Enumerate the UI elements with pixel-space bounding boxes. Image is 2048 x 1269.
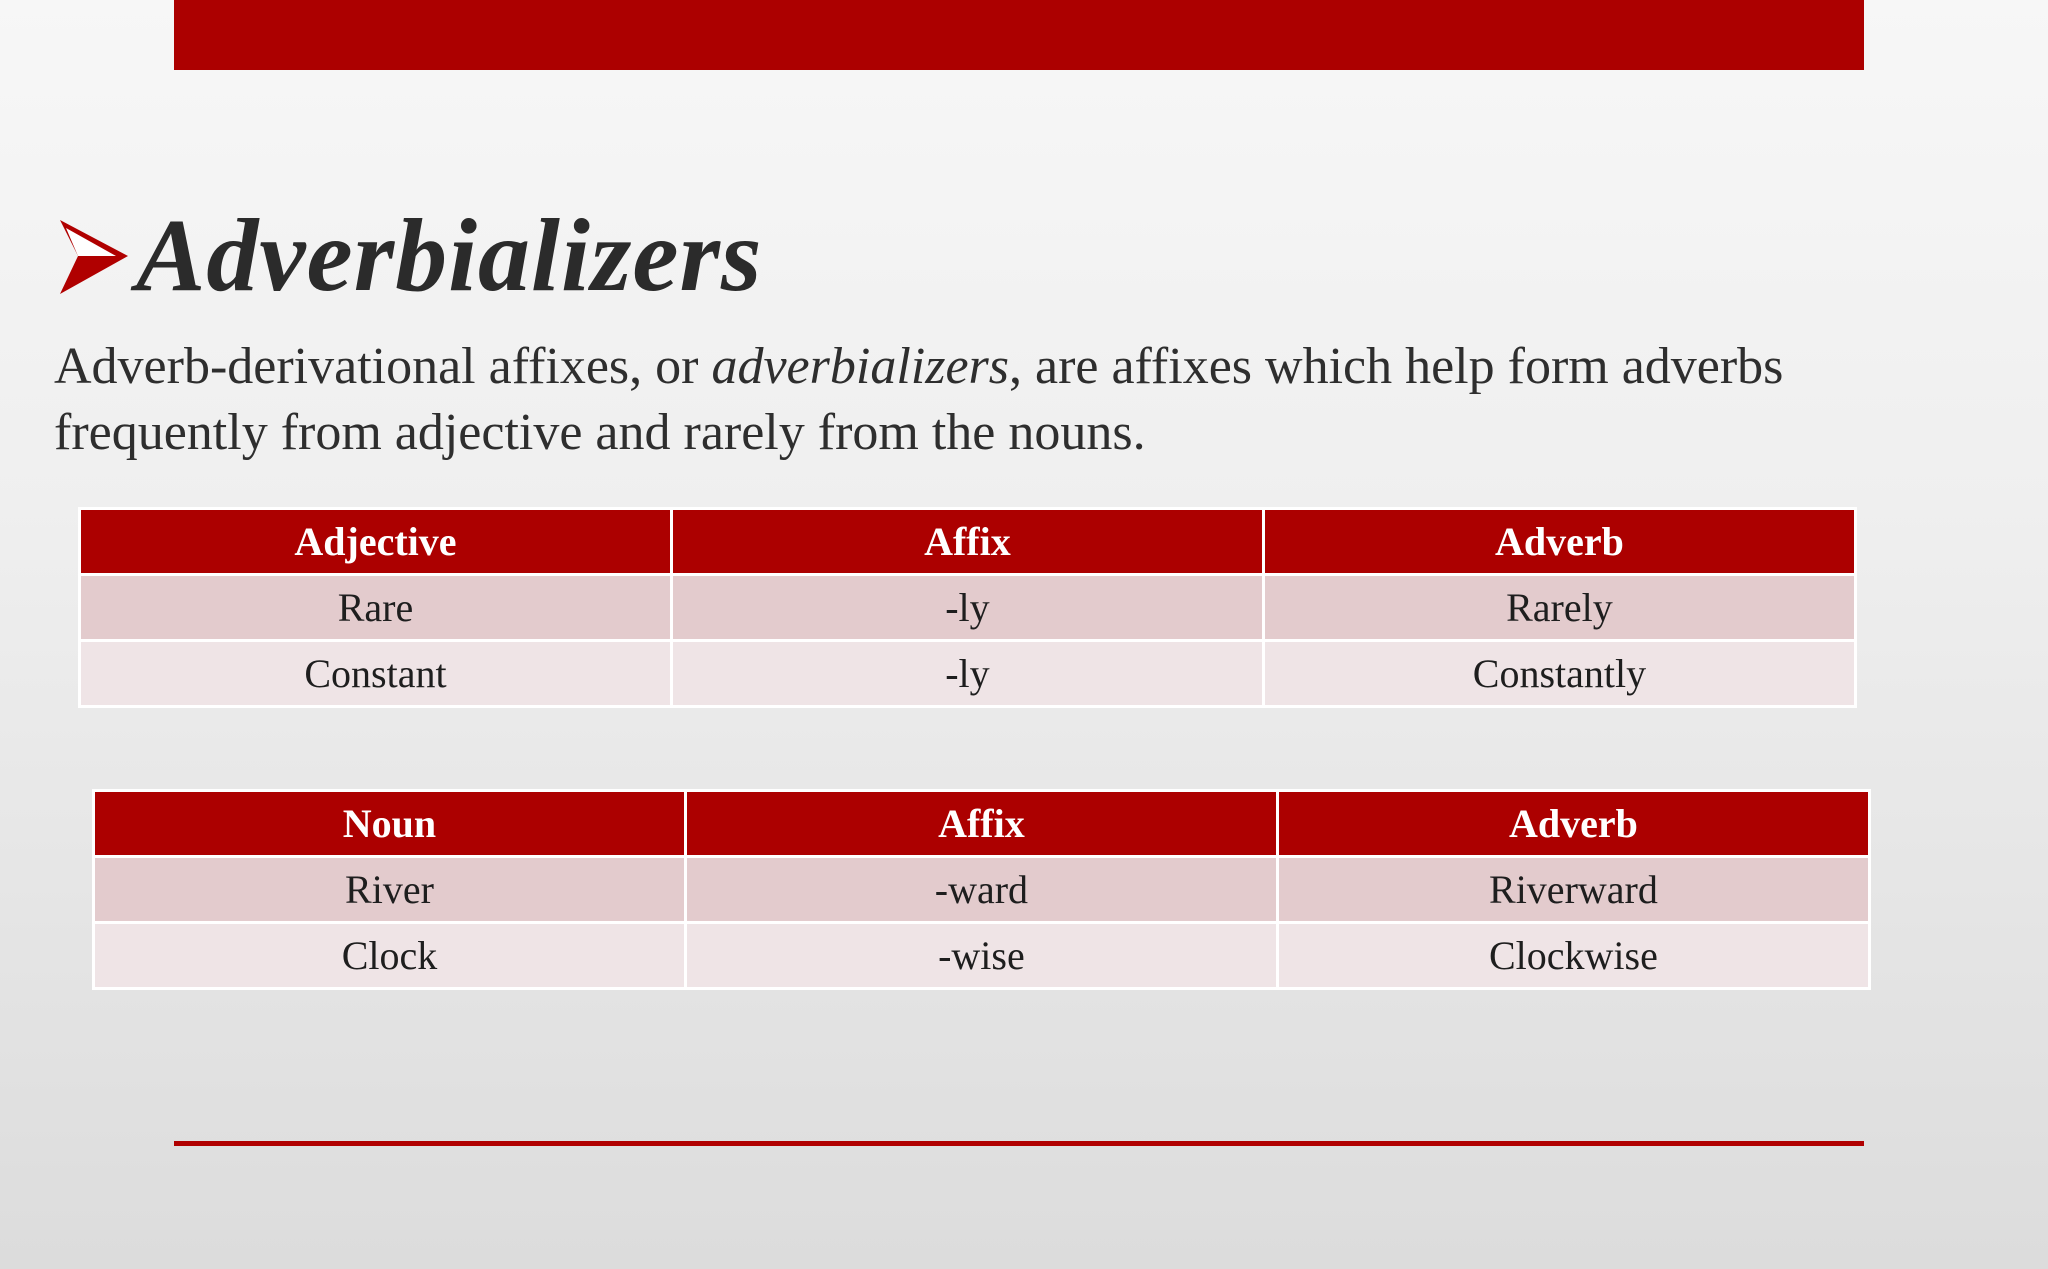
body-text-part2: , are affixes which help form adverbs frequently from adjective and rarely from the nouns. bbox=[54, 338, 1784, 461]
column-header: Adjective bbox=[80, 509, 672, 575]
table-cell: Constantly bbox=[1263, 641, 1855, 707]
table-cell: -ward bbox=[685, 857, 1277, 923]
column-header: Noun bbox=[94, 791, 686, 857]
slide-title: Adverbializers bbox=[136, 198, 763, 313]
adjective-affix-table bbox=[78, 507, 1857, 708]
table-cell: Clockwise bbox=[1277, 923, 1869, 989]
table-cell: Rarely bbox=[1263, 575, 1855, 641]
red-arrowhead-icon bbox=[58, 214, 130, 298]
table-cell: Riverward bbox=[1277, 857, 1869, 923]
table-row bbox=[80, 575, 1856, 641]
table-row bbox=[94, 923, 1870, 989]
body-text-emphasis: adverbializers bbox=[711, 338, 1009, 395]
table-cell: River bbox=[94, 857, 686, 923]
table-row bbox=[80, 641, 1856, 707]
body-paragraph bbox=[54, 334, 1954, 466]
noun-affix-table bbox=[92, 789, 1871, 990]
table-cell: Rare bbox=[80, 575, 672, 641]
table-cell: -ly bbox=[671, 641, 1263, 707]
table-header-row bbox=[94, 791, 1870, 857]
column-header: Adverb bbox=[1277, 791, 1869, 857]
table-row bbox=[94, 857, 1870, 923]
bottom-divider bbox=[174, 1141, 1864, 1146]
table-cell: -wise bbox=[685, 923, 1277, 989]
table-cell: Clock bbox=[94, 923, 686, 989]
table-cell: -ly bbox=[671, 575, 1263, 641]
body-text-part1: Adverb-derivational affixes, or bbox=[54, 338, 712, 395]
table-cell: Constant bbox=[80, 641, 672, 707]
column-header: Affix bbox=[671, 509, 1263, 575]
title-row bbox=[58, 196, 762, 316]
top-accent-bar bbox=[174, 0, 1864, 70]
column-header: Affix bbox=[685, 791, 1277, 857]
table-header-row bbox=[80, 509, 1856, 575]
column-header: Adverb bbox=[1263, 509, 1855, 575]
